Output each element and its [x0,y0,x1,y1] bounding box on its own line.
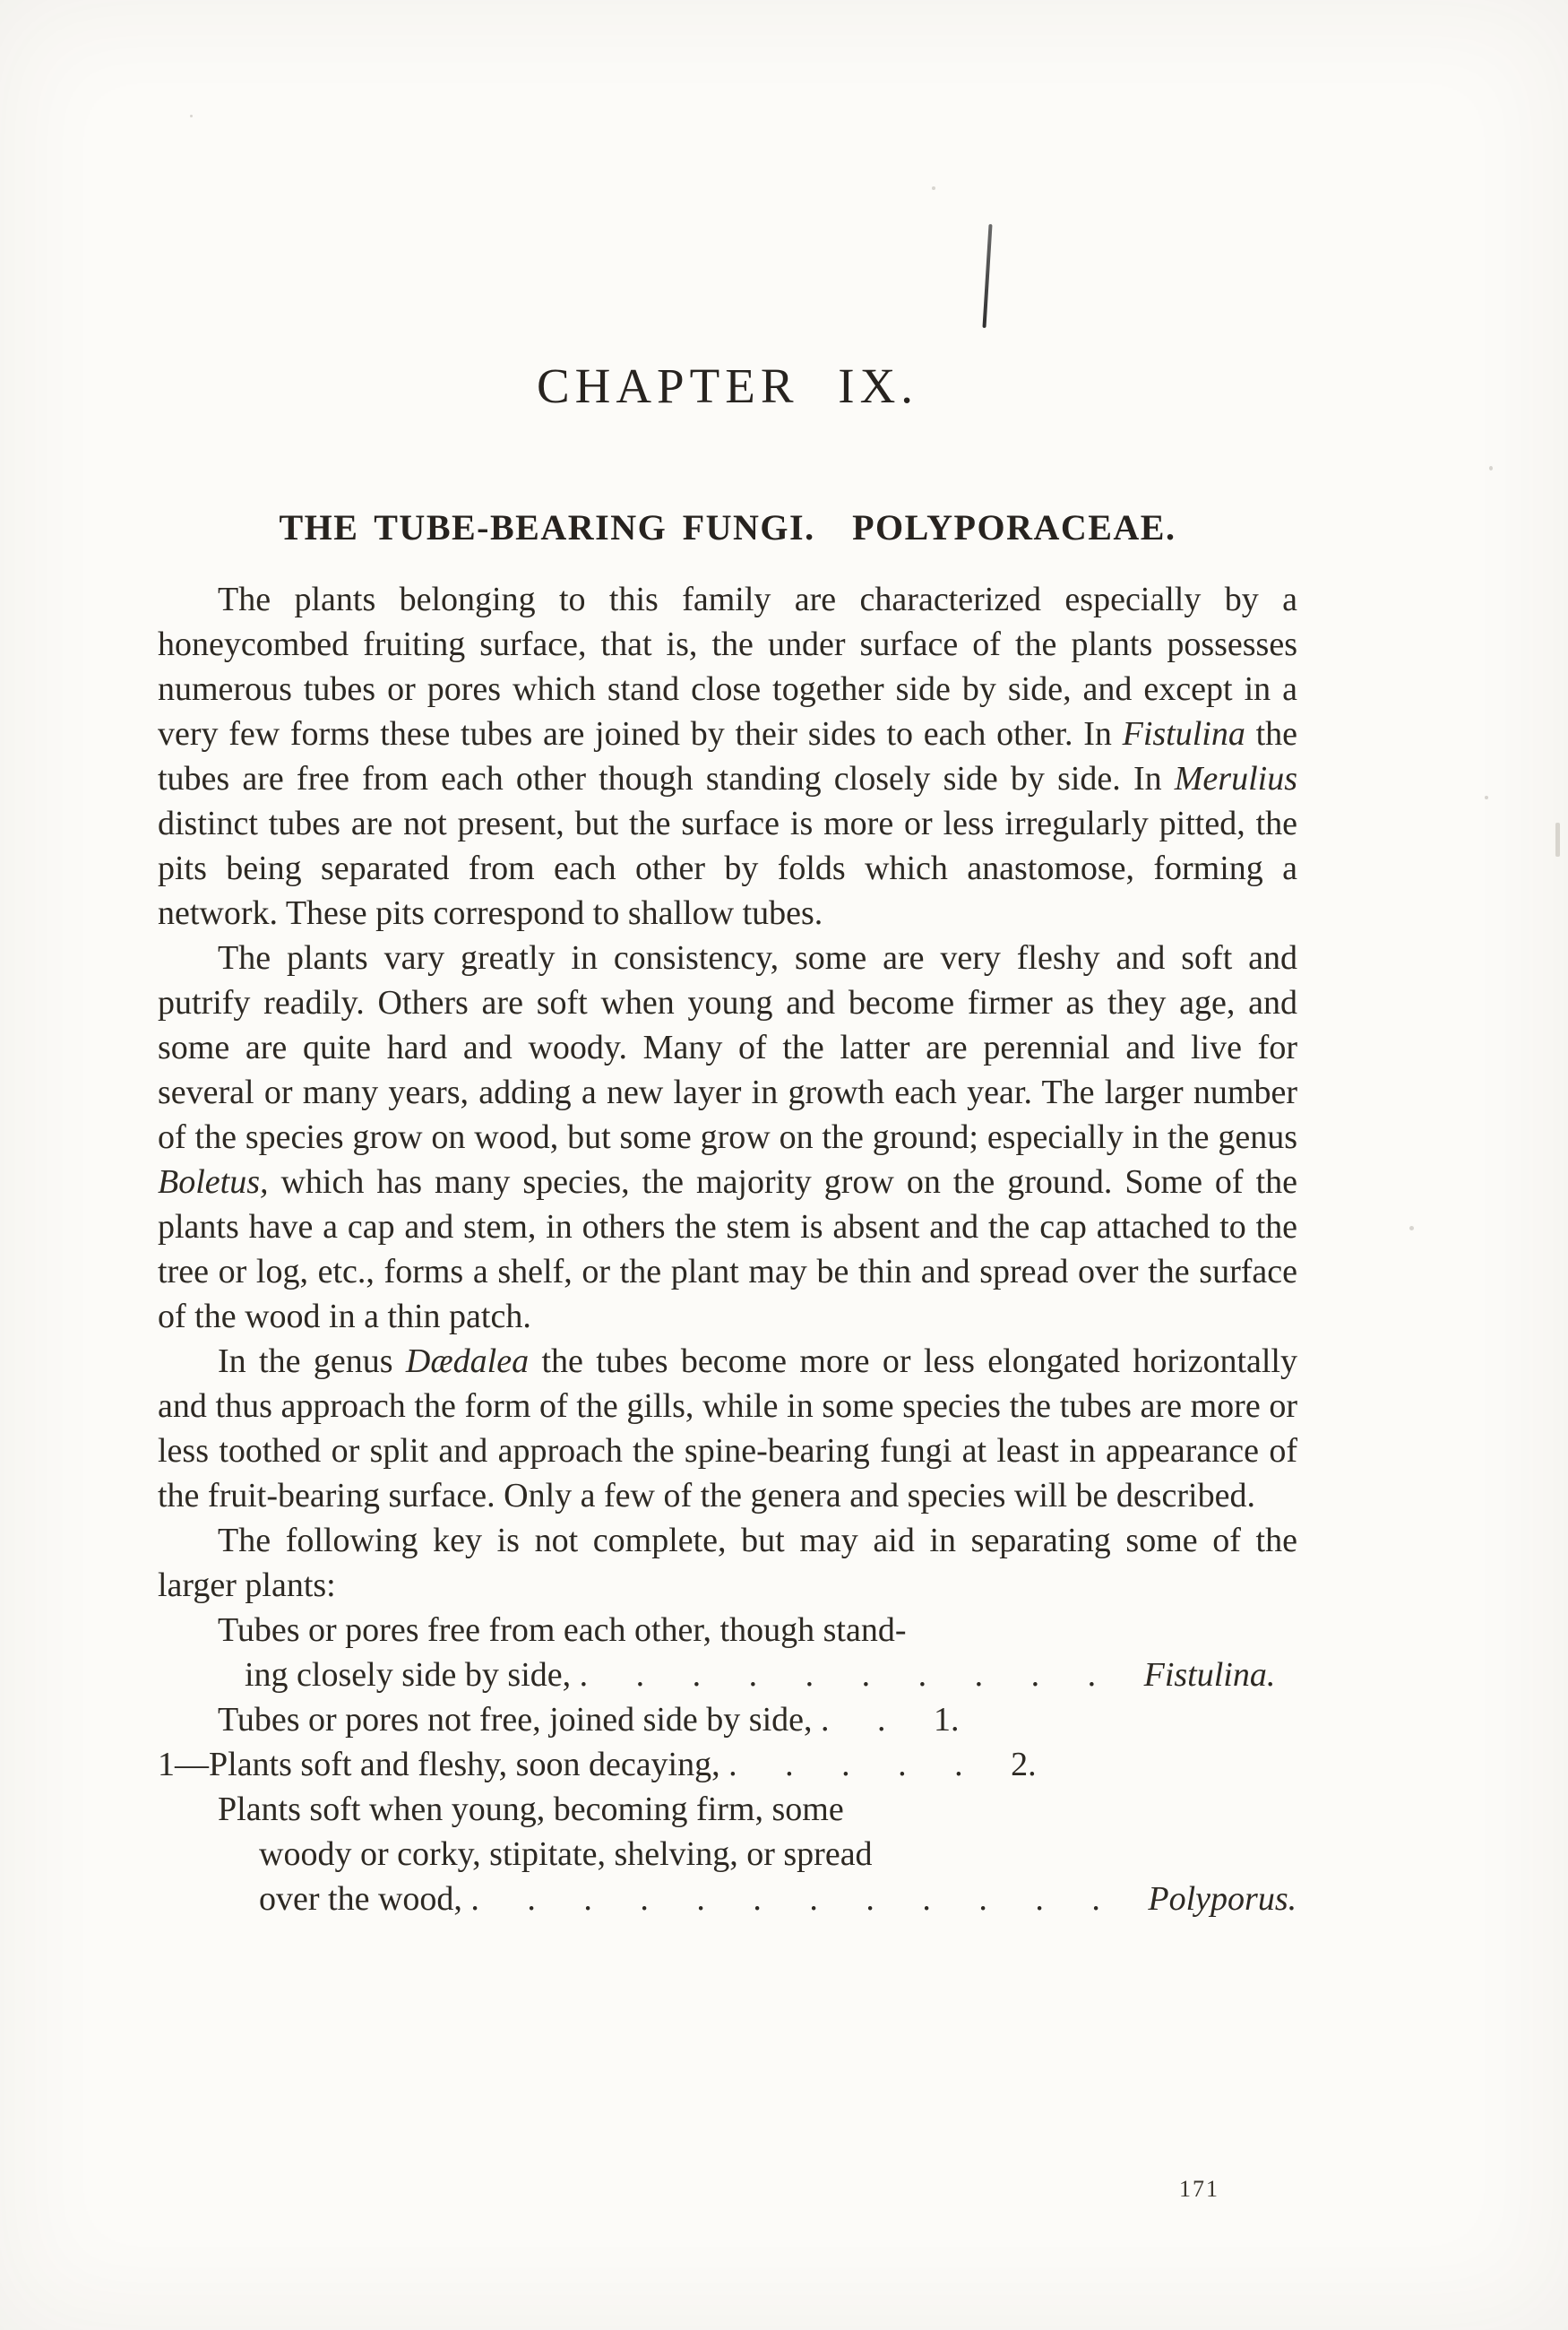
key-list [158,1608,1297,1921]
key-line [158,1697,1297,1742]
dot-leader: . . [821,1701,934,1739]
page-number: 171 [1179,2176,1219,2202]
scan-speck [190,115,193,117]
text-segment: Tubes or pores free from each other, though stand- [218,1611,907,1649]
scan-speck [932,186,935,190]
text-segment: over the wood, [259,1880,471,1918]
scan-artifact-edge-mark [1555,823,1560,857]
key-line [158,1832,1297,1877]
scan-speck [1489,466,1493,470]
text-segment: which has many species, the majority grow on the ground. Some of the plants have a cap and stem, in others the stem is absent and the cap attached to the tree or log, etc., forms a shelf, or the plant may be thin and spread over the surface of the wood in a thin patch. [158,1163,1297,1335]
key-line [158,1877,1297,1921]
text-segment: 1—Plants soft and fleshy, soon decaying, [158,1746,729,1783]
text-segment: The plants belonging to this family are characterized especially by a honeycombed fruiting surface, that is, the under surface of the plants possesses numerous tubes or pores which stand close together side by side, and except in a very few forms these tubes are joined by their sides to each other. In [158,581,1297,753]
key-line [158,1653,1297,1697]
text-segment: Tubes or pores not free, joined side by side, [218,1701,821,1739]
text-segment: Plants soft when young, becoming firm, some [218,1791,844,1828]
text-segment: 2. [1011,1746,1037,1783]
paragraph [158,577,1297,936]
key-line [158,1742,1297,1787]
text-segment: woody or corky, stipitate, shelving, or spread [259,1835,873,1873]
scan-artifact-pen-stroke [982,224,992,328]
scan-speck [1409,1226,1414,1230]
chapter-title: CHAPTER IX. [536,358,919,413]
text-segment: the tubes are free from each other though standing closely side by side. In [158,715,1297,798]
genus-name-italic: Polyporus. [1148,1880,1297,1918]
page-content [158,358,1297,1921]
genus-name-italic: Merulius [1174,760,1297,798]
dot-leader: . . . . . . . . . . [579,1656,1144,1694]
paragraph [158,936,1297,1339]
text-segment: ing closely side by side, [245,1656,580,1694]
text-segment: 1. [934,1701,960,1739]
text-segment: The following key is not complete, but may aid in separating some of the larger plants: [158,1522,1297,1604]
section-heading: THE TUBE-BEARING FUNGI. POLYPORACEAE. [279,507,1176,548]
text-segment: The plants vary greatly in consistency, some are very fleshy and soft and putrify readily. Others are soft when young and become firmer as they age, and some are quite hard and woody. Many of the latter are perennial and live for several or many years, adding a new layer in growth each year. The larger number of the species grow on wood, but some grow on the ground; especially in the genus [158,939,1297,1156]
dot-leader: . . . . . . . . . . . . [470,1880,1149,1918]
key-line [158,1608,1297,1653]
genus-name-italic: Fistulina [1122,715,1245,753]
key-line [158,1787,1297,1832]
scan-speck [1485,796,1488,799]
paragraphs [158,577,1297,1608]
text-segment: distinct tubes are not present, but the surface is more or less irregularly pitted, the pits being separated from each other by folds which anastomose, forming a network. These pits correspond to shallow tubes. [158,805,1297,932]
paragraph [158,1518,1297,1608]
paragraph [158,1339,1297,1518]
text-segment: In the genus [218,1342,406,1380]
dot-leader: . . . . . [728,1746,1012,1783]
genus-name-italic: Boletus, [158,1163,269,1201]
genus-name-italic: Dædalea [405,1342,530,1380]
text-segment: the tubes become more or less elongated horizontally and thus approach the form of the gills, while in some species the tubes are more or less toothed or split and approach the spine-bearing fungi at least in appearance of the fruit-bearing surface. Only a few of the genera and species will be described. [158,1342,1297,1514]
genus-name-italic: Fistulina. [1143,1656,1276,1694]
